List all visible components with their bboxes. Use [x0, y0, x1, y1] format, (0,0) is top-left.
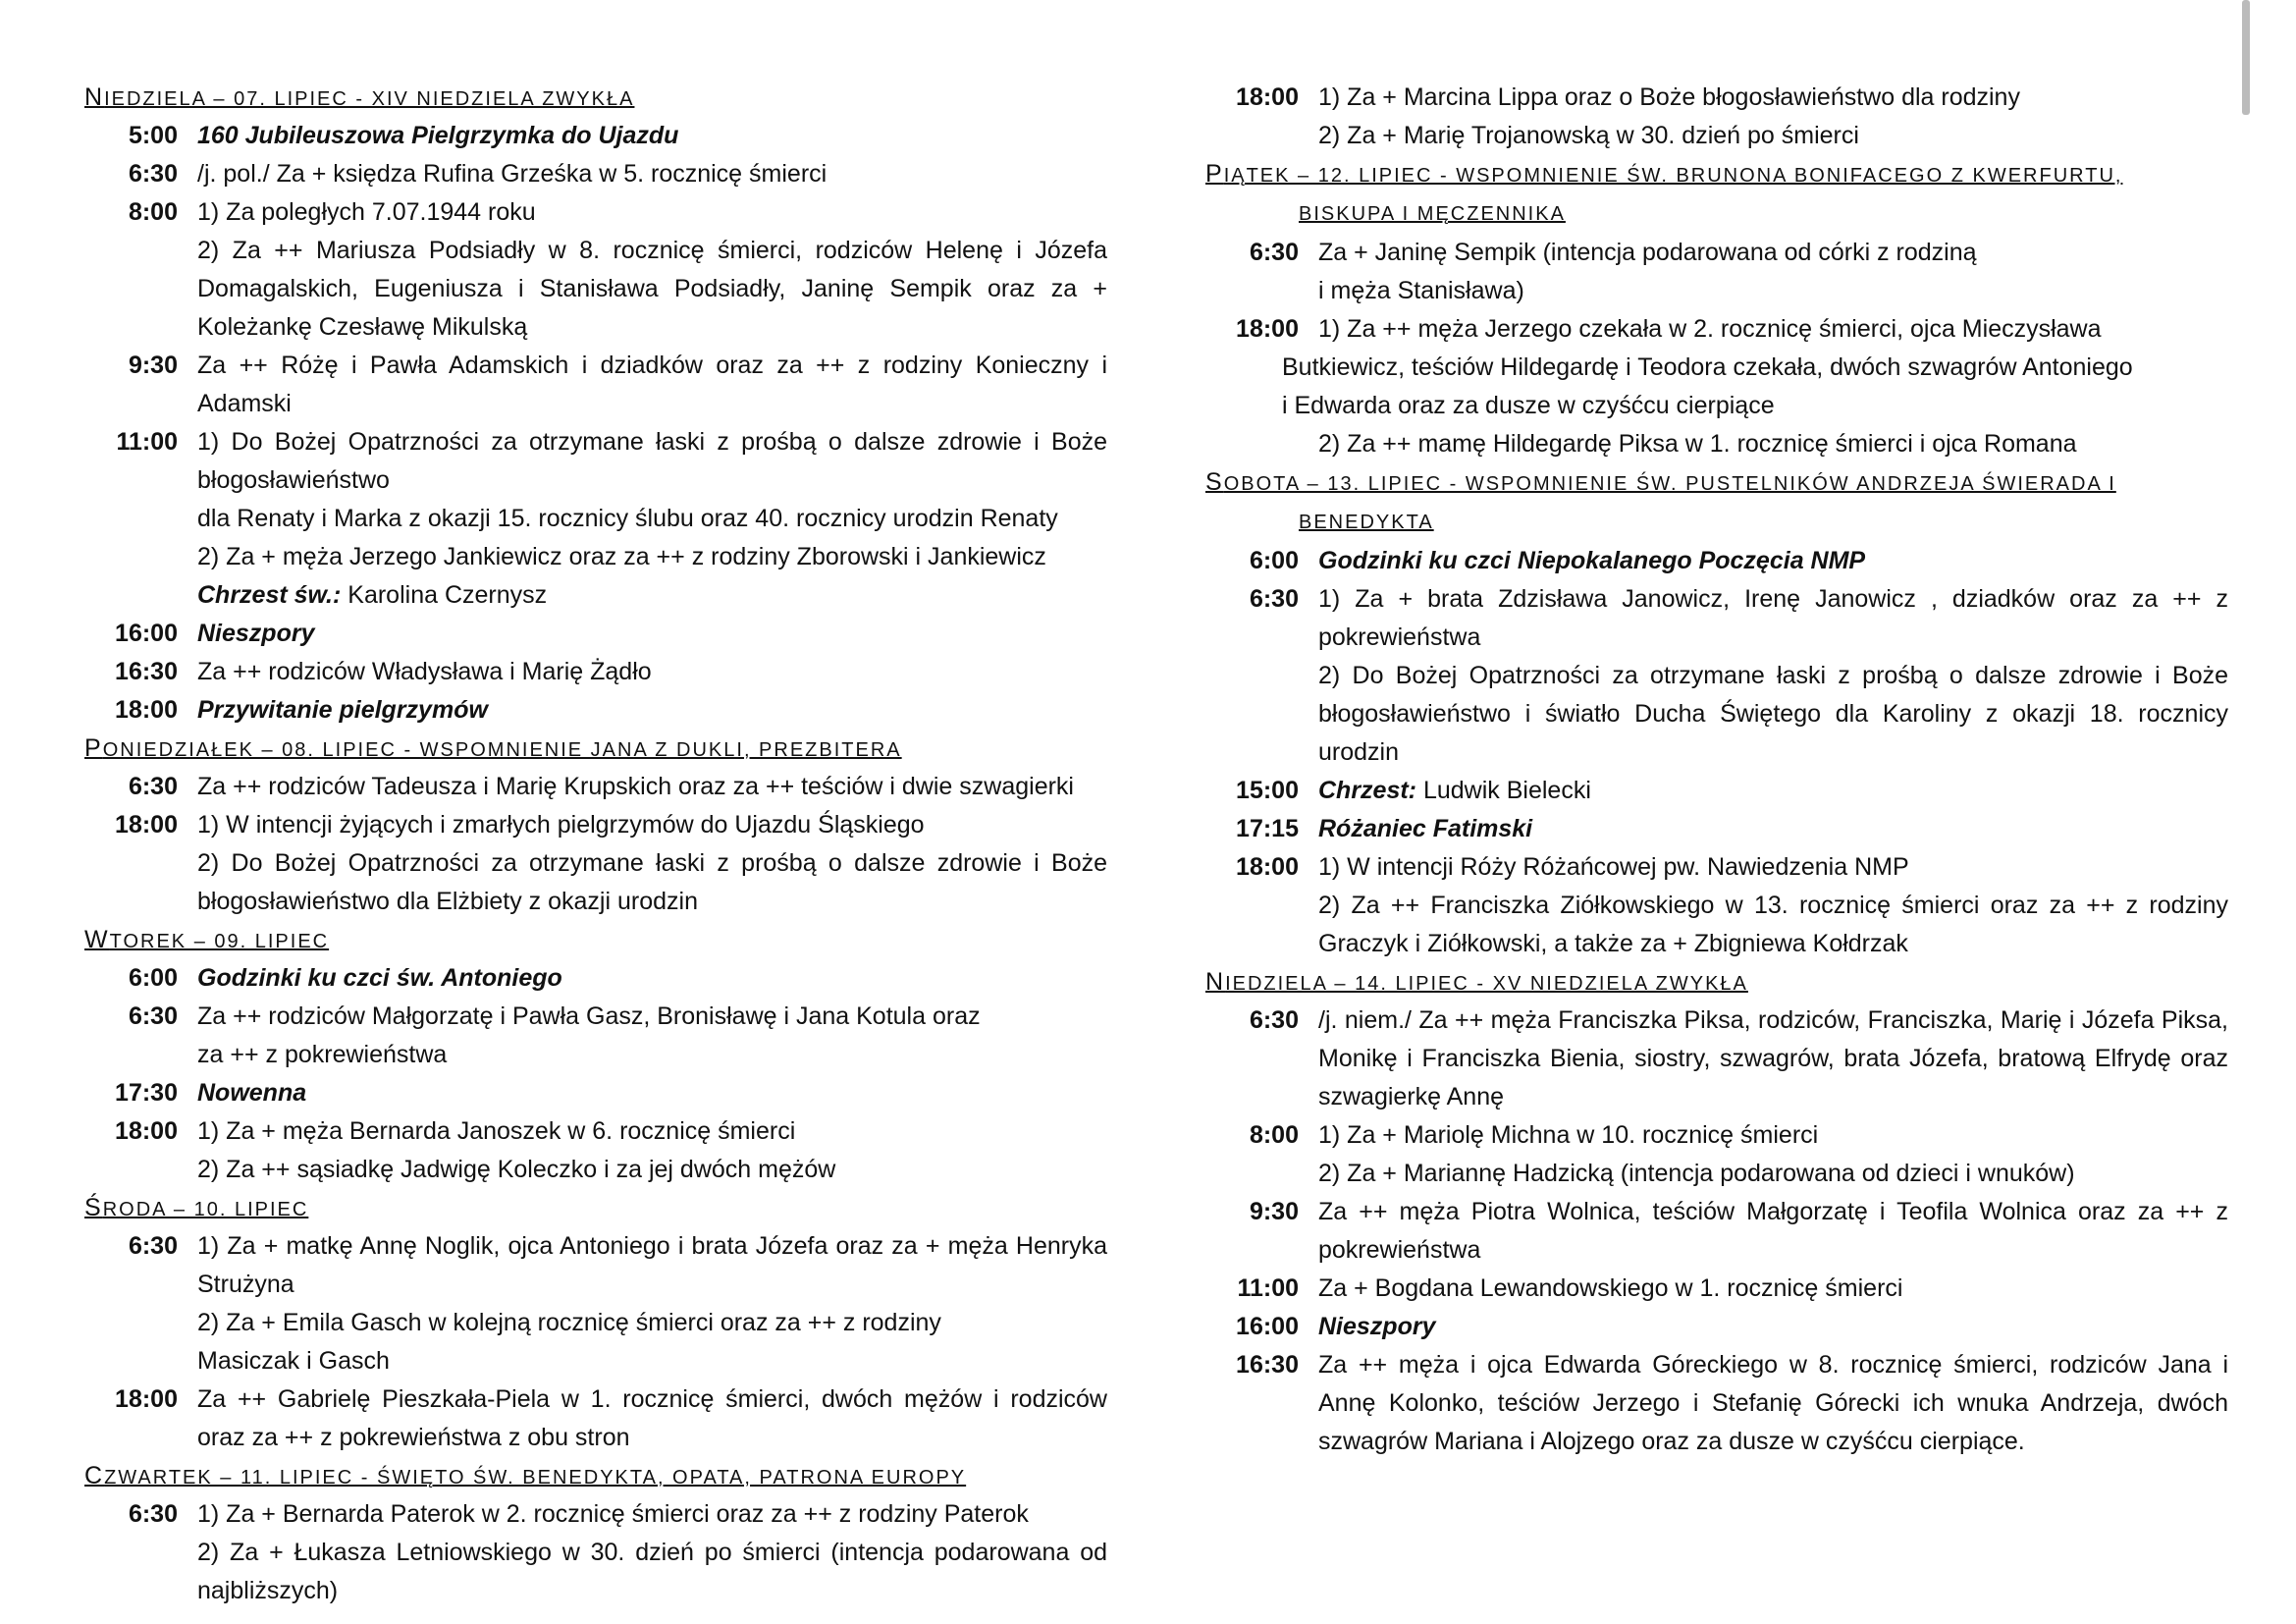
entry-time-label: 18:00	[115, 1385, 178, 1413]
day-header-text: IĄTEK – 12. LIPIEC - WSPOMNIENIE ŚW. BRUNONA BONIFACEGO Z KWERFURTU,	[1223, 165, 2123, 187]
schedule-entry	[84, 806, 1107, 844]
schedule-entry	[1205, 1270, 2228, 1308]
entry-highlight: Przywitanie pielgrzymów	[197, 696, 488, 724]
entry-time-label: 6:30	[128, 1002, 178, 1030]
entry-time-label: 16:00	[1236, 1313, 1299, 1340]
entry-intention: Za ++ rodziców Tadeusza i Marię Krupskich oraz za ++ teściów i dwie szwagierki	[197, 773, 1074, 800]
entry-intention: /j. pol./ Za + księdza Rufina Grześka w 5. rocznicę śmierci	[197, 160, 828, 188]
entry-text	[178, 347, 1107, 423]
day-header	[84, 1189, 1107, 1227]
entry-text	[178, 576, 1107, 615]
entry-text	[1299, 1270, 2228, 1308]
entry-intention: 1) Za + brata Zdzisława Janowicz, Irenę Janowicz , dziadków oraz za ++ z pokrewieństwa	[1318, 585, 2228, 651]
entry-time	[84, 1495, 178, 1534]
entry-time-label: 18:00	[115, 1117, 178, 1145]
entry-time-label: 6:00	[128, 964, 178, 992]
entry-time-label: 11:00	[1237, 1274, 1299, 1302]
entry-intention: 1) Za + Bernarda Paterok w 2. rocznicę śmierci oraz za ++ z rodziny Paterok	[197, 1500, 1029, 1528]
entry-text	[1299, 79, 2228, 117]
entry-text	[178, 193, 1107, 232]
entry-text	[1299, 234, 2228, 272]
day-header	[84, 1457, 1107, 1495]
schedule-entry	[1205, 1193, 2228, 1270]
entry-intention: Za ++ męża Piotra Wolnica, teściów Małgorzatę i Teofila Wolnica oraz za ++ z pokrewieństwa	[1318, 1198, 2228, 1264]
entry-time	[1205, 810, 1299, 848]
entry-continuation	[84, 538, 1107, 576]
entry-highlight: Różaniec Fatimski	[1318, 815, 1533, 842]
day-header-initial: N	[1205, 968, 1226, 996]
entry-highlight: Nieszpory	[1318, 1313, 1436, 1340]
entry-continuation	[84, 1342, 1107, 1380]
entry-intention: 1) Za + Marcina Lippa oraz o Boże błogosławieństwo dla rodziny	[1318, 83, 2020, 111]
entry-time	[84, 615, 178, 653]
entry-text	[1299, 1346, 2228, 1461]
entry-intention: 2) Za ++ mamę Hildegardę Piksa w 1. rocznicę śmierci i ojca Romana	[1318, 430, 2077, 458]
day-header-text: TOREK – 09. LIPIEC	[109, 931, 330, 952]
entry-time	[1205, 542, 1299, 580]
entry-intention: 1) W intencji żyjących i zmarłych pielgrzymów do Ujazdu Śląskiego	[197, 811, 925, 839]
entry-time	[1205, 1270, 1299, 1308]
day-header	[84, 730, 1107, 768]
entry-highlight: Chrzest:	[1318, 777, 1417, 804]
schedule-entry	[1205, 810, 2228, 848]
entry-time	[84, 1227, 178, 1304]
entry-highlight: Nowenna	[197, 1079, 307, 1107]
entry-time	[1205, 1346, 1299, 1461]
schedule-entry	[84, 1495, 1107, 1534]
day-header-initial: C	[84, 1462, 105, 1489]
day-header-text: ZWARTEK – 11. LIPIEC - ŚWIĘTO ŚW. BENEDYKTA, OPATA, PATRONA EUROPY	[104, 1467, 967, 1489]
entry-time	[84, 691, 178, 730]
entry-time-label: 6:30	[128, 773, 178, 800]
entry-intention: 1) Za ++ męża Jerzego czekała w 2. rocznicę śmierci, ojca Mieczysława	[1318, 315, 2102, 343]
entry-text	[1299, 310, 2228, 349]
entry-time-label: 15:00	[1236, 777, 1299, 804]
schedule-entry	[84, 423, 1107, 500]
entry-time	[1205, 1001, 1299, 1116]
schedule-entry	[1205, 234, 2228, 272]
entry-time	[1205, 234, 1299, 272]
entry-time-label: 18:00	[1236, 315, 1299, 343]
entry-time-label: 18:00	[1236, 83, 1299, 111]
day-header-continuation: BENEDYKTA	[1299, 512, 1434, 533]
entry-intention: za ++ z pokrewieństwa	[197, 1041, 448, 1068]
entry-text	[178, 615, 1107, 653]
entry-time-label: 6:30	[1249, 1006, 1299, 1034]
entry-intention: i męża Stanisława)	[1318, 277, 1524, 304]
entry-time	[84, 768, 178, 806]
schedule-entry	[84, 1112, 1107, 1151]
entry-continuation	[84, 576, 1107, 615]
schedule-entry	[84, 691, 1107, 730]
entry-text	[1299, 580, 2228, 657]
entry-text	[178, 1074, 1107, 1112]
entry-time-label: 16:30	[1236, 1351, 1299, 1379]
entry-text	[1299, 810, 2228, 848]
schedule-entry	[1205, 848, 2228, 887]
entry-intention: 1) Do Bożej Opatrzności za otrzymane łaski z prośbą o dalsze zdrowie i Boże błogosławieństwo	[197, 428, 1107, 494]
day-header-text: OBOTA – 13. LIPIEC - WSPOMNIENIE ŚW. PUSTELNIKÓW ANDRZEJA ŚWIERADA I	[1223, 473, 2116, 495]
schedule-entry	[84, 768, 1107, 806]
entry-time	[1205, 1193, 1299, 1270]
entry-time	[1205, 772, 1299, 810]
entry-time-label: 11:00	[116, 428, 178, 456]
entry-intention: 2) Za ++ Franciszka Ziółkowskiego w 13. rocznicę śmierci oraz za ++ z rodziny Graczyk i Ziółkowski, a także za + Zbigniewa Kołdrzak	[1318, 892, 2228, 957]
entry-text	[1299, 542, 2228, 580]
entry-time	[84, 998, 178, 1036]
day-header-initial: P	[84, 734, 103, 762]
entry-continuation	[1205, 117, 2228, 155]
entry-continuation	[84, 1151, 1107, 1189]
entry-text	[178, 1495, 1107, 1534]
entry-text	[1299, 1116, 2228, 1155]
schedule-entry	[1205, 580, 2228, 657]
entry-intention: 2) Do Bożej Opatrzności za otrzymane łaski z prośbą o dalsze zdrowie i Boże błogosławieństwo i światło Ducha Świętego dla Karoliny z okazji 18. rocznicy urodzin	[1318, 662, 2228, 766]
entry-intention: 2) Za ++ sąsiadkę Jadwigę Koleczko i za jej dwóch mężów	[197, 1156, 836, 1183]
entry-time	[84, 1112, 178, 1151]
entry-text	[178, 653, 1107, 691]
entry-text	[178, 691, 1107, 730]
entry-intention: 1) Za poległych 7.07.1944 roku	[197, 198, 536, 226]
schedule-column-right	[1205, 79, 2228, 1461]
schedule-entry	[84, 998, 1107, 1036]
entry-intention: 2) Za ++ Mariusza Podsiadły w 8. rocznicę śmierci, rodziców Helenę i Józefa Domagalskich, Eugeniusza i Stanisława Podsiadły, Janinę Sempik oraz za + Koleżankę Czesławę Mikulską	[197, 237, 1107, 341]
day-header-text: RODA – 10. LIPIEC	[102, 1199, 309, 1220]
schedule-entry	[84, 347, 1107, 423]
day-header-text: IEDZIELA – 07. LIPIEC - XIV NIEDZIELA ZWYKŁA	[104, 88, 635, 110]
entry-time-label: 8:00	[1249, 1121, 1299, 1149]
entry-time-label: 18:00	[115, 811, 178, 839]
schedule-entry	[1205, 1001, 2228, 1116]
day-header-initial: N	[84, 83, 105, 111]
entry-continuation	[84, 500, 1107, 538]
entry-text	[1299, 1001, 2228, 1116]
day-header	[84, 79, 1107, 117]
entry-intention: 1) Za + matkę Annę Noglik, ojca Antoniego i brata Józefa oraz za + męża Henryka Strużyna	[197, 1232, 1107, 1298]
entry-time	[84, 653, 178, 691]
entry-text	[178, 806, 1107, 844]
entry-intention: Za + Bogdana Lewandowskiego w 1. rocznicę śmierci	[1318, 1274, 1903, 1302]
day-header-continuation: BISKUPA I MĘCZENNIKA	[1299, 203, 1566, 225]
entry-text	[178, 959, 1107, 998]
entry-time-label: 17:15	[1236, 815, 1299, 842]
entry-time-label: 6:30	[1249, 239, 1299, 266]
entry-intention: 2) Do Bożej Opatrzności za otrzymane łaski z prośbą o dalsze zdrowie i Boże błogosławieństwo dla Elżbiety z okazji urodzin	[197, 849, 1107, 915]
entry-time-label: 16:30	[115, 658, 178, 685]
entry-intention: 2) Za + Emila Gasch w kolejną rocznicę śmierci oraz za ++ z rodziny	[197, 1309, 941, 1336]
entry-intention: Ludwik Bielecki	[1416, 777, 1591, 804]
entry-time	[84, 1380, 178, 1457]
entry-intention: Za ++ Różę i Pawła Adamskich i dziadków oraz za ++ z rodziny Konieczny i Adamski	[197, 352, 1107, 417]
schedule-column-left	[84, 79, 1107, 1610]
entry-intention: dla Renaty i Marka z okazji 15. rocznicy ślubu oraz 40. rocznicy urodzin Renaty	[197, 505, 1058, 532]
entry-continuation	[1205, 425, 2228, 463]
day-header-initial: W	[84, 926, 110, 953]
entry-highlight: Godzinki ku czci św. Antoniego	[197, 964, 562, 992]
scrollbar[interactable]	[2242, 0, 2250, 115]
entry-continuation	[84, 1304, 1107, 1342]
entry-time-label: 18:00	[1236, 853, 1299, 881]
entry-time	[84, 193, 178, 232]
entry-text	[1299, 772, 2228, 810]
schedule-entry	[1205, 542, 2228, 580]
entry-continuation	[84, 844, 1107, 921]
entry-intention: Masiczak i Gasch	[197, 1347, 390, 1375]
schedule-entry	[84, 653, 1107, 691]
entry-time	[84, 423, 178, 500]
entry-time	[1205, 848, 1299, 887]
entry-text	[178, 998, 1107, 1036]
schedule-entry	[1205, 1116, 2228, 1155]
entry-time-label: 16:00	[115, 620, 178, 647]
entry-text	[178, 1227, 1107, 1304]
entry-intention: 2) Za + Marię Trojanowską w 30. dzień po śmierci	[1318, 122, 1859, 149]
entry-intention: 2) Za + męża Jerzego Jankiewicz oraz za ++ z rodziny Zborowski i Jankiewicz	[197, 543, 1046, 570]
day-header	[84, 921, 1107, 959]
entry-continuation: Butkiewicz, teściów Hildegardę i Teodora czekała, dwóch szwagrów Antoniego	[1282, 353, 2133, 381]
entry-text	[178, 768, 1107, 806]
entry-text	[178, 155, 1107, 193]
day-header-initial: Ś	[84, 1194, 103, 1221]
entry-time	[1205, 1308, 1299, 1346]
entry-intention: Za ++ rodziców Władysława i Marię Żądło	[197, 658, 652, 685]
entry-intention: 2) Za + Łukasza Letniowskiego w 30. dzień po śmierci (intencja podarowana od najbliższych)	[197, 1539, 1107, 1604]
day-header	[1205, 963, 2228, 1001]
entry-time	[84, 347, 178, 423]
entry-continuation	[1205, 1155, 2228, 1193]
schedule-entry	[84, 959, 1107, 998]
entry-time	[1205, 580, 1299, 657]
entry-time-label: 5:00	[128, 122, 178, 149]
entry-intention: Za ++ rodziców Małgorzatę i Pawła Gasz, Bronisławę i Jana Kotula oraz	[197, 1002, 981, 1030]
entry-continuation: i Edwarda oraz za dusze w czyśćcu cierpiące	[1282, 392, 1775, 419]
entry-text	[1299, 1193, 2228, 1270]
entry-text	[1299, 1308, 2228, 1346]
entry-intention: 1) Za + Mariolę Michna w 10. rocznicę śmierci	[1318, 1121, 1819, 1149]
entry-highlight: Godzinki ku czci Niepokalanego Poczęcia NMP	[1318, 547, 1866, 574]
schedule-entry	[84, 1074, 1107, 1112]
entry-time-label: 6:30	[128, 1500, 178, 1528]
entry-continuation	[1205, 887, 2228, 963]
day-header-initial: S	[1205, 468, 1224, 496]
schedule-entry	[84, 155, 1107, 193]
entry-intention: Za + Janinę Sempik (intencja podarowana od córki z rodziną	[1318, 239, 1977, 266]
schedule-entry	[84, 117, 1107, 155]
schedule-entry	[84, 1227, 1107, 1304]
entry-intention: 1) Za + męża Bernarda Janoszek w 6. rocznicę śmierci	[197, 1117, 796, 1145]
entry-highlight: Chrzest św.:	[197, 581, 342, 609]
entry-highlight: Nieszpory	[197, 620, 315, 647]
entry-text	[1299, 848, 2228, 887]
entry-time	[1205, 79, 1299, 117]
schedule-entry	[1205, 1346, 2228, 1461]
schedule-entry	[84, 1380, 1107, 1457]
entry-intention: Za ++ Gabrielę Pieszkała-Piela w 1. rocznicę śmierci, dwóch mężów i rodziców oraz za ++ z pokrewieństwa z obu stron	[197, 1385, 1107, 1451]
day-header-initial: P	[1205, 160, 1224, 188]
entry-time	[84, 959, 178, 998]
entry-time-label: 6:30	[1249, 585, 1299, 613]
entry-text	[178, 1380, 1107, 1457]
entry-intention: /j. niem./ Za ++ męża Franciszka Piksa, rodziców, Franciszka, Marię i Józefa Piksa, Monikę i Franciszka Bienia, siostry, szwagrów, brata Józefa, bratową Elfrydę oraz szwagierkę Annę	[1318, 1006, 2228, 1110]
entry-text	[178, 1112, 1107, 1151]
schedule-entry	[1205, 310, 2228, 349]
entry-intention: 1) W intencji Róży Różańcowej pw. Nawiedzenia NMP	[1318, 853, 1909, 881]
entry-intention: 2) Za + Mariannę Hadzicką (intencja podarowana od dzieci i wnuków)	[1318, 1160, 2075, 1187]
entry-time	[84, 117, 178, 155]
entry-intention: Za ++ męża i ojca Edwarda Góreckiego w 8. rocznicę śmierci, rodziców Jana i Annę Kolonko, teściów Jerzego i Stefanię Górecki ich wnuka Andrzeja, dwóch szwagrów Mariana i Alojzego oraz za dusze w czyśćcu cierpiące.	[1318, 1351, 2228, 1455]
entry-time-label: 18:00	[115, 696, 178, 724]
schedule-entry	[84, 615, 1107, 653]
entry-time-label: 6:00	[1249, 547, 1299, 574]
entry-time-label: 17:30	[115, 1079, 178, 1107]
entry-time	[1205, 1116, 1299, 1155]
schedule-entry	[1205, 79, 2228, 117]
entry-time	[84, 806, 178, 844]
entry-time-label: 8:00	[128, 198, 178, 226]
day-header	[1205, 155, 2228, 195]
entry-time-label: 6:30	[128, 160, 178, 188]
entry-continuation	[84, 1036, 1107, 1074]
entry-continuation	[84, 232, 1107, 347]
entry-text	[178, 117, 1107, 155]
entry-time-label: 9:30	[128, 352, 178, 379]
schedule-entry	[1205, 1308, 2228, 1346]
entry-time	[84, 155, 178, 193]
entry-time	[1205, 310, 1299, 349]
entry-time-label: 6:30	[128, 1232, 178, 1260]
day-header-text: IEDZIELA – 14. LIPIEC - XV NIEDZIELA ZWYKŁA	[1225, 973, 1748, 995]
entry-highlight: 160 Jubileuszowa Pielgrzymka do Ujazdu	[197, 122, 679, 149]
entry-continuation	[1205, 657, 2228, 772]
entry-intention: Karolina Czernysz	[341, 581, 548, 609]
entry-time	[84, 1074, 178, 1112]
entry-continuation	[84, 1534, 1107, 1610]
entry-text	[178, 423, 1107, 500]
entry-continuation	[1205, 272, 2228, 310]
schedule-entry	[1205, 772, 2228, 810]
schedule-entry	[84, 193, 1107, 232]
entry-time-label: 9:30	[1249, 1198, 1299, 1225]
day-header-text: ONIEDZIAŁEK – 08. LIPIEC - WSPOMNIENIE JANA Z DUKLI, PREZBITERA	[102, 739, 902, 761]
day-header	[1205, 463, 2228, 504]
